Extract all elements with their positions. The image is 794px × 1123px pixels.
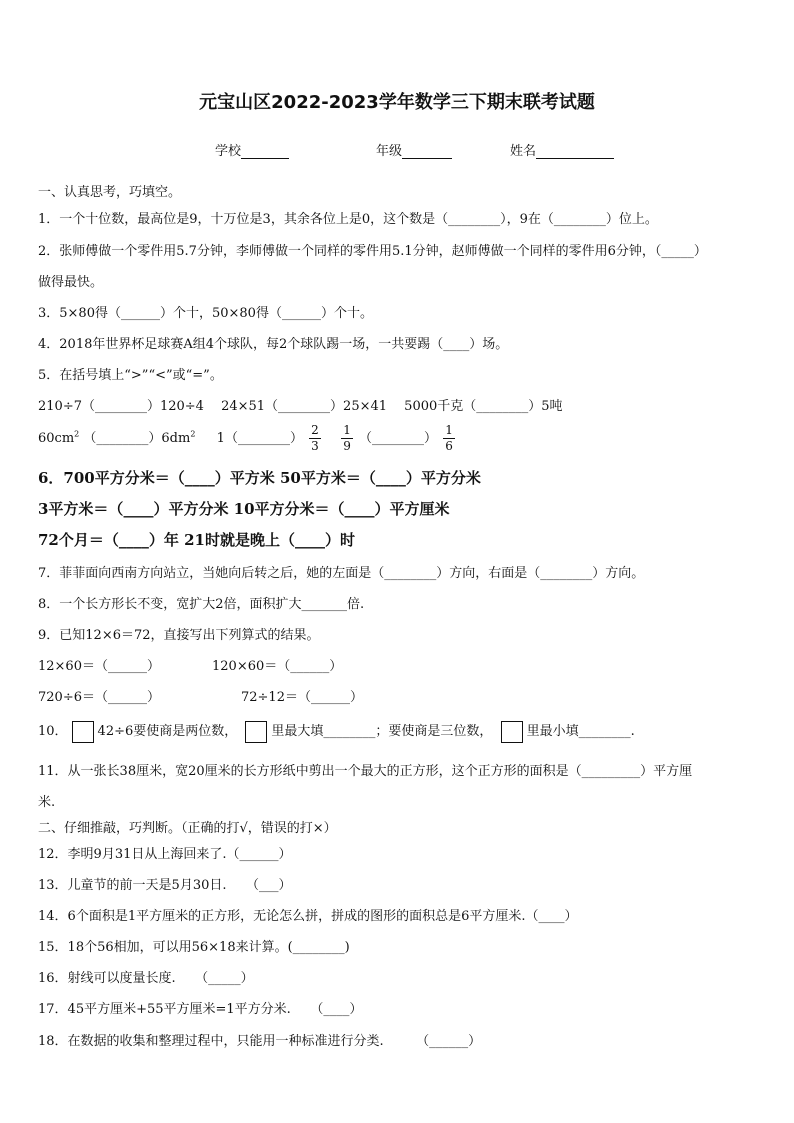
section-2-heading: 二、仔细推敲，巧判断。（正确的打√，错误的打×） xyxy=(38,821,337,836)
question-18: 18．在数据的收集和整理过程中，只能用一种标准进行分类. （______） xyxy=(38,1034,482,1049)
q5-compare-dm: （________）6dm xyxy=(83,431,191,446)
page-title: 元宝山区2022-2023学年数学三下期末联考试题 xyxy=(199,92,595,113)
question-7: 7．菲菲面向西南方向站立，当她向后转之后，她的左面是（________）方向，右面是（________）方向。 xyxy=(38,566,645,581)
question-11-line-1: 11．从一张长38厘米，宽20厘米的长方形纸中剪出一个最大的正方形，这个正方形的面积是（_________）平方厘 xyxy=(38,764,693,779)
q5-unit-cm: 60cm xyxy=(38,431,75,446)
q10-part-b: 里最大填________；要使商是三位数， xyxy=(271,724,493,739)
q5-compare-one: 1（________） xyxy=(199,431,303,446)
question-5-row-2 xyxy=(38,423,457,454)
question-17: 17．45平方厘米+55平方厘米=1平方分米. （____） xyxy=(38,1002,363,1017)
name-label: 姓名 xyxy=(510,144,537,159)
q5-compare-frac: （________） xyxy=(359,431,438,446)
name-field[interactable] xyxy=(510,140,614,159)
fraction-one-ninth xyxy=(341,423,353,454)
school-blank[interactable] xyxy=(241,144,289,159)
question-10 xyxy=(38,720,635,743)
fraction-numerator: 1 xyxy=(343,423,351,437)
question-5: 5．在括号填上“>”“<”或“=”。 xyxy=(38,368,223,383)
grade-blank[interactable] xyxy=(402,144,452,159)
grade-label: 年级 xyxy=(376,144,403,159)
question-16: 16．射线可以度量长度. （_____） xyxy=(38,971,254,986)
section-1-heading: 一、认真思考，巧填空。 xyxy=(38,185,182,200)
question-6-row-2: 3平方米＝（____）平方分米 10平方分米＝（____）平方厘米 xyxy=(38,500,450,518)
question-6-row-3: 72个月＝（____）年 21时就是晚上（____）时 xyxy=(38,531,355,549)
school-label: 学校 xyxy=(215,144,242,159)
question-14: 14．6个面积是1平方厘米的正方形，无论怎么拼，拼成的图形的面积总是6平方厘米.（____） xyxy=(38,909,578,924)
fraction-denominator: 6 xyxy=(445,439,453,453)
question-9-b: 120×60＝（______） xyxy=(212,659,343,674)
question-9: 9．已知12×6＝72，直接写出下列算式的结果。 xyxy=(38,628,320,643)
answer-box[interactable] xyxy=(72,721,94,743)
question-3: 3．5×80得（______）个十，50×80得（______）个十。 xyxy=(38,306,373,321)
q5-sup-2: 2 xyxy=(190,429,196,439)
fraction-denominator: 9 xyxy=(343,439,351,453)
name-blank[interactable] xyxy=(536,144,614,159)
question-2-line-2: 做得最快。 xyxy=(38,275,104,290)
fraction-numerator: 2 xyxy=(311,423,319,437)
fraction-one-sixth xyxy=(443,423,455,454)
question-12: 12．李明9月31日从上海回来了.（______） xyxy=(38,847,292,862)
school-field[interactable] xyxy=(215,140,289,159)
answer-box[interactable] xyxy=(245,721,267,743)
q5-sup-1: 2 xyxy=(74,429,80,439)
question-9-a: 12×60＝（______） xyxy=(38,659,160,674)
question-11-line-2: 米. xyxy=(38,795,56,810)
question-13: 13．儿童节的前一天是5月30日. （___） xyxy=(38,878,292,893)
question-9-c: 720÷6＝（______） xyxy=(38,690,160,705)
q10-part-a: 42÷6要使商是两位数， xyxy=(97,724,238,739)
question-9-d: 72÷12＝（______） xyxy=(241,690,363,705)
question-2-line-1: 2．张师傅做一个零件用5.7分钟，李师傅做一个同样的零件用5.1分钟，赵师傅做一个同样的零件用6分钟，（_____） xyxy=(38,244,707,259)
question-4: 4．2018年世界杯足球赛A组4个球队，每2个球队踢一场，一共要踢（____）场。 xyxy=(38,337,509,352)
answer-box[interactable] xyxy=(501,721,523,743)
question-6-row-1: 6．700平方分米＝（____）平方米 50平方米＝（____）平方分米 xyxy=(38,469,481,487)
fraction-numerator: 1 xyxy=(445,423,453,437)
q10-number: 10． xyxy=(38,724,68,739)
question-8: 8．一个长方形长不变，宽扩大2倍，面积扩大_______倍. xyxy=(38,597,365,612)
q10-part-c: 里最小填________. xyxy=(526,724,635,739)
grade-field[interactable] xyxy=(376,140,452,159)
fraction-denominator: 3 xyxy=(311,439,319,453)
question-15: 15．18个56相加，可以用56×18来计算。(________) xyxy=(38,940,350,955)
question-1: 1．一个十位数，最高位是9，十万位是3，其余各位上是0，这个数是（________），9在（________）位上。 xyxy=(38,212,658,227)
question-5-row-1: 210÷7（________）120÷4 24×51（________）25×41 5000千克（________）5吨 xyxy=(38,399,563,414)
fraction-two-thirds xyxy=(309,423,321,454)
